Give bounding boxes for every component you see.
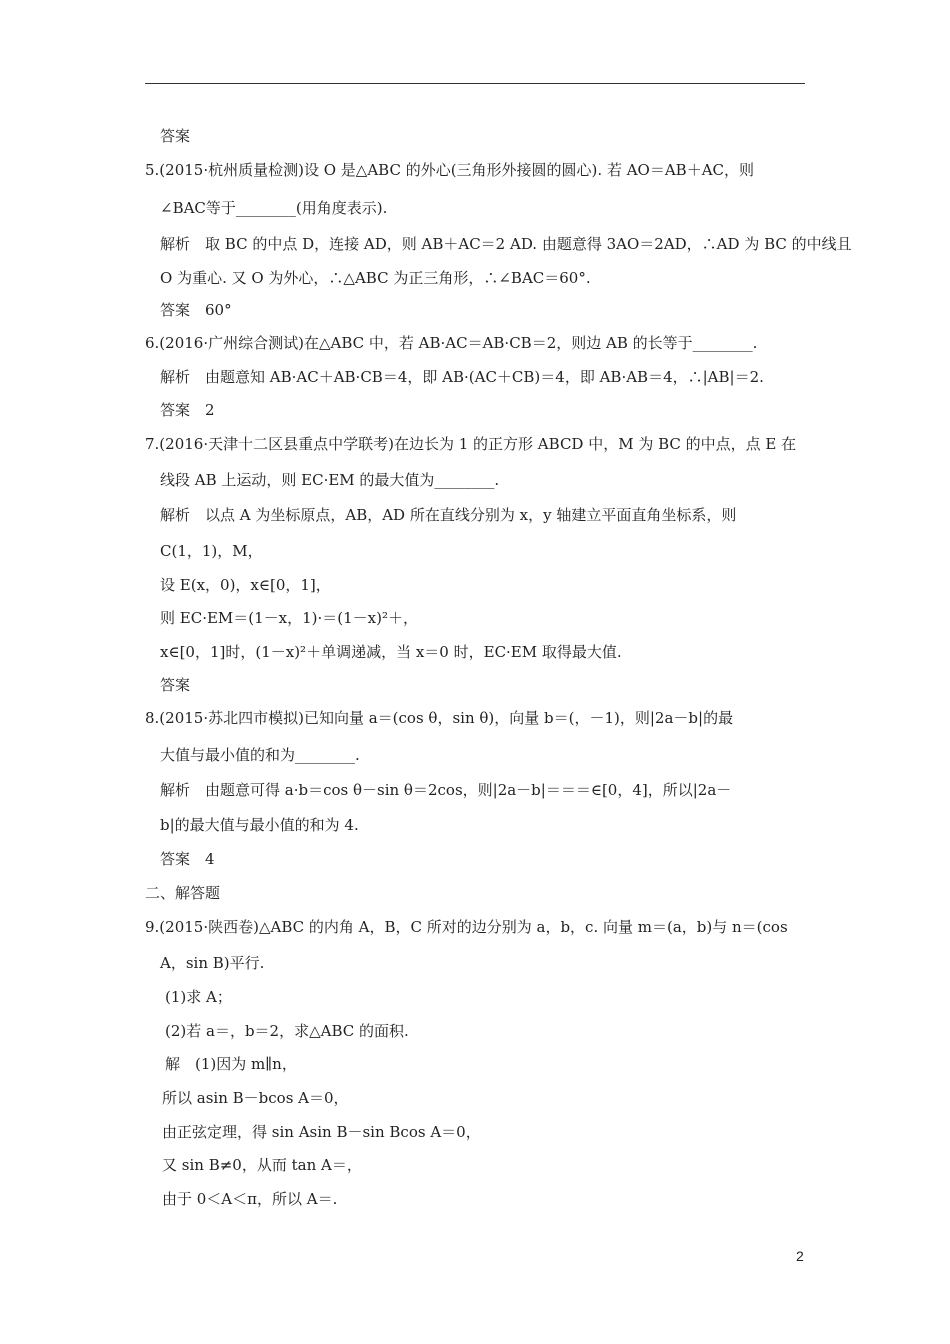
problem-5: 5.(2015·杭州质量检测)设 O 是△ABC 的外心(三角形外接圆的圆心). 若 AO＝AB＋AC，则 (145, 161, 755, 179)
text-line: 答案 4 (160, 850, 215, 868)
text-line: 答案 (160, 676, 191, 694)
text-line: 大值与最小值的和为________. (160, 746, 360, 764)
text-line: 设 E(x，0)，x∈[0，1]， (160, 576, 331, 594)
text-line: 解 (1)因为 m∥n， (165, 1055, 297, 1073)
text-line: 答案 2 (160, 401, 215, 419)
text-line: C(1，1)，M， (160, 542, 263, 560)
text-line: x∈[0，1]时，(1－x)²＋单调递减，当 x＝0 时，EC·EM 取得最大值. (160, 643, 622, 661)
problem-6: 6.(2016·广州综合测试)在△ABC 中，若 AB·AC＝AB·CB＝2，则边 AB 的长等于________. (145, 334, 758, 352)
problem-8: 8.(2015·苏北四市模拟)已知向量 a＝(cos θ，sin θ)，向量 b＝(，－1)，则|2a－b|的最 (145, 709, 734, 727)
text-line: 解析 以点 A 为坐标原点，AB，AD 所在直线分别为 x，y 轴建立平面直角坐标系，则 (160, 506, 737, 524)
text-line: 解析 由题意可得 a·b＝cos θ－sin θ＝2cos，则|2a－b|＝＝＝∈[0，4]，所以|2a－ (160, 781, 732, 799)
text-line: 解析 由题意知 AB·AC＋AB·CB＝4，即 AB·(AC＋CB)＝4，即 AB·AB＝4，∴|AB|＝2. (160, 368, 764, 386)
text-line: 又 sin B≠0，从而 tan A＝， (162, 1156, 362, 1174)
text-line: 由正弦定理，得 sin Asin B－sin Bcos A＝0， (162, 1123, 481, 1141)
text-line: (1)求 A； (165, 988, 232, 1006)
text-line: 答案 (160, 127, 191, 145)
problem-9: 9.(2015·陕西卷)△ABC 的内角 A，B，C 所对的边分别为 a，b，c. 向量 m＝(a，b)与 n＝(cos (145, 918, 788, 936)
header-rule (145, 83, 805, 84)
text-line: 所以 asin B－bcos A＝0， (162, 1089, 349, 1107)
text-line: 解析 取 BC 的中点 D，连接 AD，则 AB＋AC＝2 AD. 由题意得 3AO＝2AD，∴AD 为 BC 的中线且 (160, 235, 852, 253)
text-line: 则 EC·EM＝(1－x，1)·＝(1－x)²＋， (160, 609, 419, 627)
text-line: b|的最大值与最小值的和为 4. (160, 816, 359, 834)
page-number: 2 (796, 1248, 804, 1264)
text-line: O 为重心. 又 O 为外心，∴△ABC 为正三角形，∴∠BAC＝60°. (160, 269, 591, 287)
text-line: 线段 AB 上运动，则 EC·EM 的最大值为________. (160, 471, 500, 489)
section-heading: 二、解答题 (145, 884, 221, 902)
problem-7: 7.(2016·天津十二区县重点中学联考)在边长为 1 的正方形 ABCD 中，M 为 BC 的中点，点 E 在 (145, 435, 797, 453)
text-line: 答案 60° (160, 301, 232, 319)
text-line: ∠BAC等于________(用角度表示). (160, 199, 388, 217)
text-line: 由于 0＜A＜π，所以 A＝. (162, 1190, 338, 1208)
text-line: (2)若 a＝，b＝2，求△ABC 的面积. (165, 1022, 409, 1040)
text-line: A，sin B)平行. (160, 954, 265, 972)
